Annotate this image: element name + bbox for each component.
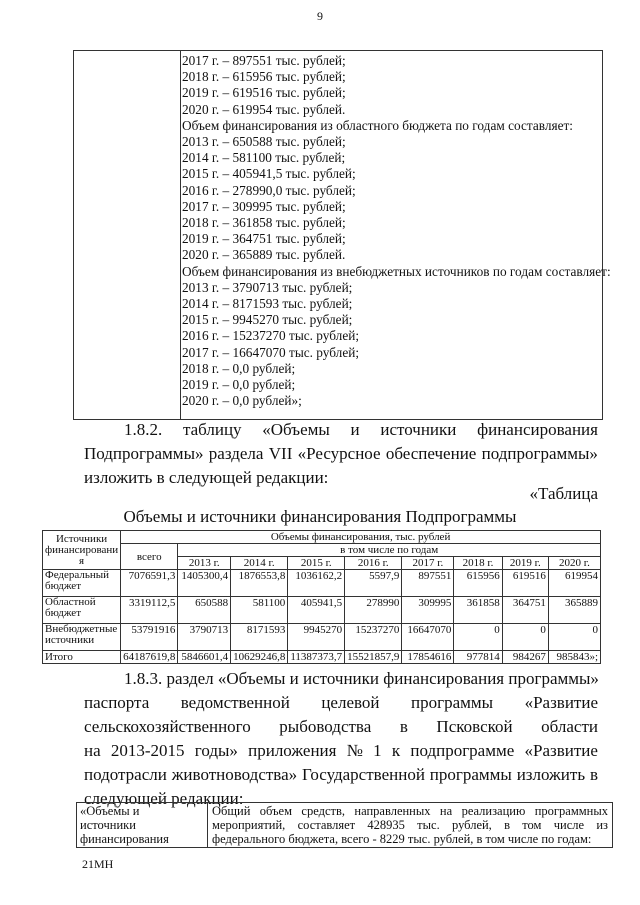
cell: 9945270	[288, 624, 345, 651]
section-1-8-2	[84, 418, 598, 490]
passport-label-cell	[77, 803, 208, 847]
cell: 581100	[231, 597, 288, 624]
cell: 619516	[502, 570, 548, 597]
word: на	[439, 804, 453, 818]
header-volume: Объемы финансирования, тыс. рублей	[121, 531, 601, 544]
funding-line: 2017 г. – 897551 тыс. рублей;	[182, 53, 346, 68]
word: рыбоводства	[279, 717, 372, 736]
word: в	[399, 717, 408, 736]
funding-line: 2020 г. – 619954 тыс. рублей.	[182, 101, 346, 117]
word: программы	[411, 693, 494, 712]
funding-line: 2018 г. – 0,0 рублей;	[182, 360, 296, 376]
word: в	[589, 765, 598, 784]
word: сельскохозяйственного	[84, 717, 251, 736]
word: и	[350, 420, 360, 439]
label-line: финансирования	[80, 832, 169, 846]
cell: 15521857,9	[345, 651, 402, 664]
word: изложить	[516, 765, 586, 784]
word: «Ресурсное	[297, 444, 381, 463]
row-label: Федеральный бюджет	[43, 570, 121, 597]
year-header: 2014 г.	[231, 557, 288, 570]
cell: 16647070	[402, 624, 454, 651]
word: целевой	[321, 693, 380, 712]
row-total: 3319112,5	[121, 597, 178, 624]
header-sources: Источники финансировани я	[43, 531, 121, 570]
word: реализацию	[461, 804, 526, 818]
cell: 278990	[345, 597, 402, 624]
cell: 5846601,4	[178, 651, 231, 664]
word: «Объемы	[262, 420, 330, 439]
word: 2013-2015	[110, 741, 185, 760]
cell: 619954	[548, 570, 600, 597]
section-1-8-3	[84, 667, 598, 811]
word: обеспечение	[385, 444, 477, 463]
cell: 985843»;	[548, 651, 600, 664]
passport-table	[76, 802, 613, 848]
funding-line: Объем финансирования из внебюджетных источников по годам составляет:	[182, 263, 611, 279]
word: 1	[373, 741, 382, 760]
funding-line: 2019 г. – 0,0 рублей;	[182, 377, 296, 393]
funding-text-table	[73, 50, 611, 420]
paragraph-line: 1.8.3. раздел «Объемы и источники финансирования программы»	[124, 669, 599, 688]
cell: 3790713	[178, 624, 231, 651]
year-header: 2015 г.	[288, 557, 345, 570]
row-label: Итого	[43, 651, 121, 664]
financing-table	[42, 530, 601, 664]
word: в	[504, 818, 510, 832]
word: таблицу	[182, 420, 242, 439]
funding-line: 2020 г. – 0,0 рублей»;	[182, 393, 302, 409]
passport-value-cell	[208, 803, 612, 847]
year-header: 2016 г.	[345, 557, 402, 570]
word: мероприятий,	[212, 818, 286, 832]
funding-line: 2015 г. – 405941,5 тыс. рублей;	[182, 166, 356, 182]
word: годы»	[194, 741, 238, 760]
cell: 15237270	[345, 624, 402, 651]
year-header: 2019 г.	[502, 557, 548, 570]
table-row	[43, 570, 601, 597]
value-line: федерального бюджета, всего - 8229 тыс. рублей, в том числе по годам:	[212, 832, 592, 846]
cell: 309995	[402, 597, 454, 624]
word: из	[596, 818, 608, 832]
word: 428935	[367, 818, 405, 832]
funding-line: 2016 г. – 15237270 тыс. рублей;	[182, 328, 360, 344]
funding-line: 2018 г. – 615956 тыс. рублей;	[182, 69, 346, 85]
table-row	[43, 624, 601, 651]
word: к	[391, 741, 401, 760]
paragraph-line: следующей редакции:	[84, 789, 244, 808]
funding-line: 2019 г. – 364751 тыс. рублей;	[182, 231, 346, 247]
word: на	[84, 741, 101, 760]
footer-code: 21МН	[82, 857, 114, 871]
word: «Развитие	[524, 741, 598, 760]
table-row-total	[43, 651, 601, 664]
word: VII	[268, 444, 293, 463]
word: тыс.	[417, 818, 440, 832]
cell: 650588	[178, 597, 231, 624]
word: раздела	[208, 444, 264, 463]
paragraph-line: изложить в следующей редакции:	[84, 468, 329, 487]
header-by-year: в том числе по годам	[178, 544, 601, 557]
page-number: 9	[317, 9, 323, 23]
cell: 1036162,2	[288, 570, 345, 597]
word: 1.8.2.	[124, 420, 163, 439]
word: Государственной	[301, 765, 425, 784]
word: объем	[259, 804, 293, 818]
word: подпрограммы»	[481, 444, 598, 463]
cell: 11387373,7	[288, 651, 345, 664]
word: направленных	[354, 804, 431, 818]
word: Общий	[212, 804, 251, 818]
word: рублей,	[451, 818, 492, 832]
label-line: «Объемы и	[80, 804, 140, 818]
word: составляет	[297, 818, 356, 832]
cell: 615956	[454, 570, 502, 597]
funding-line: 2017 г. – 309995 тыс. рублей;	[182, 198, 346, 214]
year-header: 2018 г.	[454, 557, 502, 570]
word: приложения	[248, 741, 337, 760]
word: подотрасли	[84, 765, 167, 784]
row-total: 64187619,8	[121, 651, 178, 664]
funding-line: 2018 г. – 361858 тыс. рублей;	[182, 215, 346, 231]
funding-line: 2019 г. – 619516 тыс. рублей;	[182, 85, 346, 101]
cell: 0	[454, 624, 502, 651]
cell: 10629246,8	[231, 651, 288, 664]
word: паспорта	[84, 693, 150, 712]
cell: 5597,9	[345, 570, 402, 597]
funding-line: 2017 г. – 16647070 тыс. рублей;	[182, 344, 360, 360]
empty-left-cell	[74, 51, 181, 419]
word: средств,	[301, 804, 346, 818]
funding-line: 2016 г. – 278990,0 тыс. рублей;	[182, 182, 356, 198]
cell: 1876553,8	[231, 570, 288, 597]
cell: 8171593	[231, 624, 288, 651]
cell: 365889	[548, 597, 600, 624]
cell: 364751	[502, 597, 548, 624]
row-label: Внебюджетные источники	[43, 624, 121, 651]
table-row	[43, 597, 601, 624]
word: области	[541, 717, 598, 736]
cell: 361858	[454, 597, 502, 624]
word: том	[522, 818, 542, 832]
funding-line: 2015 г. – 9945270 тыс. рублей;	[182, 312, 353, 328]
cell: 17854616	[402, 651, 454, 664]
funding-line: 2014 г. – 581100 тыс. рублей;	[182, 150, 346, 166]
word: ведомственной	[180, 693, 290, 712]
funding-line: 2013 г. – 650588 тыс. рублей;	[182, 134, 346, 150]
cell: 0	[502, 624, 548, 651]
word: Псковской	[436, 717, 513, 736]
word: программных	[534, 804, 608, 818]
table-label: «Таблица	[529, 484, 598, 503]
funding-line: 2014 г. – 8171593 тыс. рублей;	[182, 296, 353, 312]
cell: 977814	[454, 651, 502, 664]
word: подпрограмме	[410, 741, 515, 760]
year-header: 2013 г.	[178, 557, 231, 570]
word: программы	[429, 765, 512, 784]
cell: 984267	[502, 651, 548, 664]
year-header: 2017 г.	[402, 557, 454, 570]
word: №	[346, 741, 363, 760]
word: животноводства»	[171, 765, 298, 784]
label-line: источники	[80, 818, 136, 832]
word: числе	[553, 818, 585, 832]
funding-lines	[182, 53, 611, 409]
funding-line: Объем финансирования из областного бюджета по годам составляет:	[182, 117, 573, 133]
cell: 0	[548, 624, 600, 651]
row-label: Областной бюджет	[43, 597, 121, 624]
word: финансирования	[477, 420, 598, 439]
funding-line: 2020 г. – 365889 тыс. рублей.	[182, 247, 346, 263]
funding-line: 2013 г. – 3790713 тыс. рублей;	[182, 279, 353, 295]
year-header: 2020 г.	[548, 557, 600, 570]
cell: 405941,5	[288, 597, 345, 624]
table-title: Объемы и источники финансирования Подпрограммы	[123, 507, 517, 526]
cell: 1405300,4	[178, 570, 231, 597]
word: «Развитие	[524, 693, 598, 712]
word: Подпрограммы»	[84, 444, 204, 463]
row-total: 7076591,3	[121, 570, 178, 597]
word: источники	[380, 420, 457, 439]
row-total: 53791916	[121, 624, 178, 651]
header-total: всего	[121, 544, 178, 570]
cell: 897551	[402, 570, 454, 597]
